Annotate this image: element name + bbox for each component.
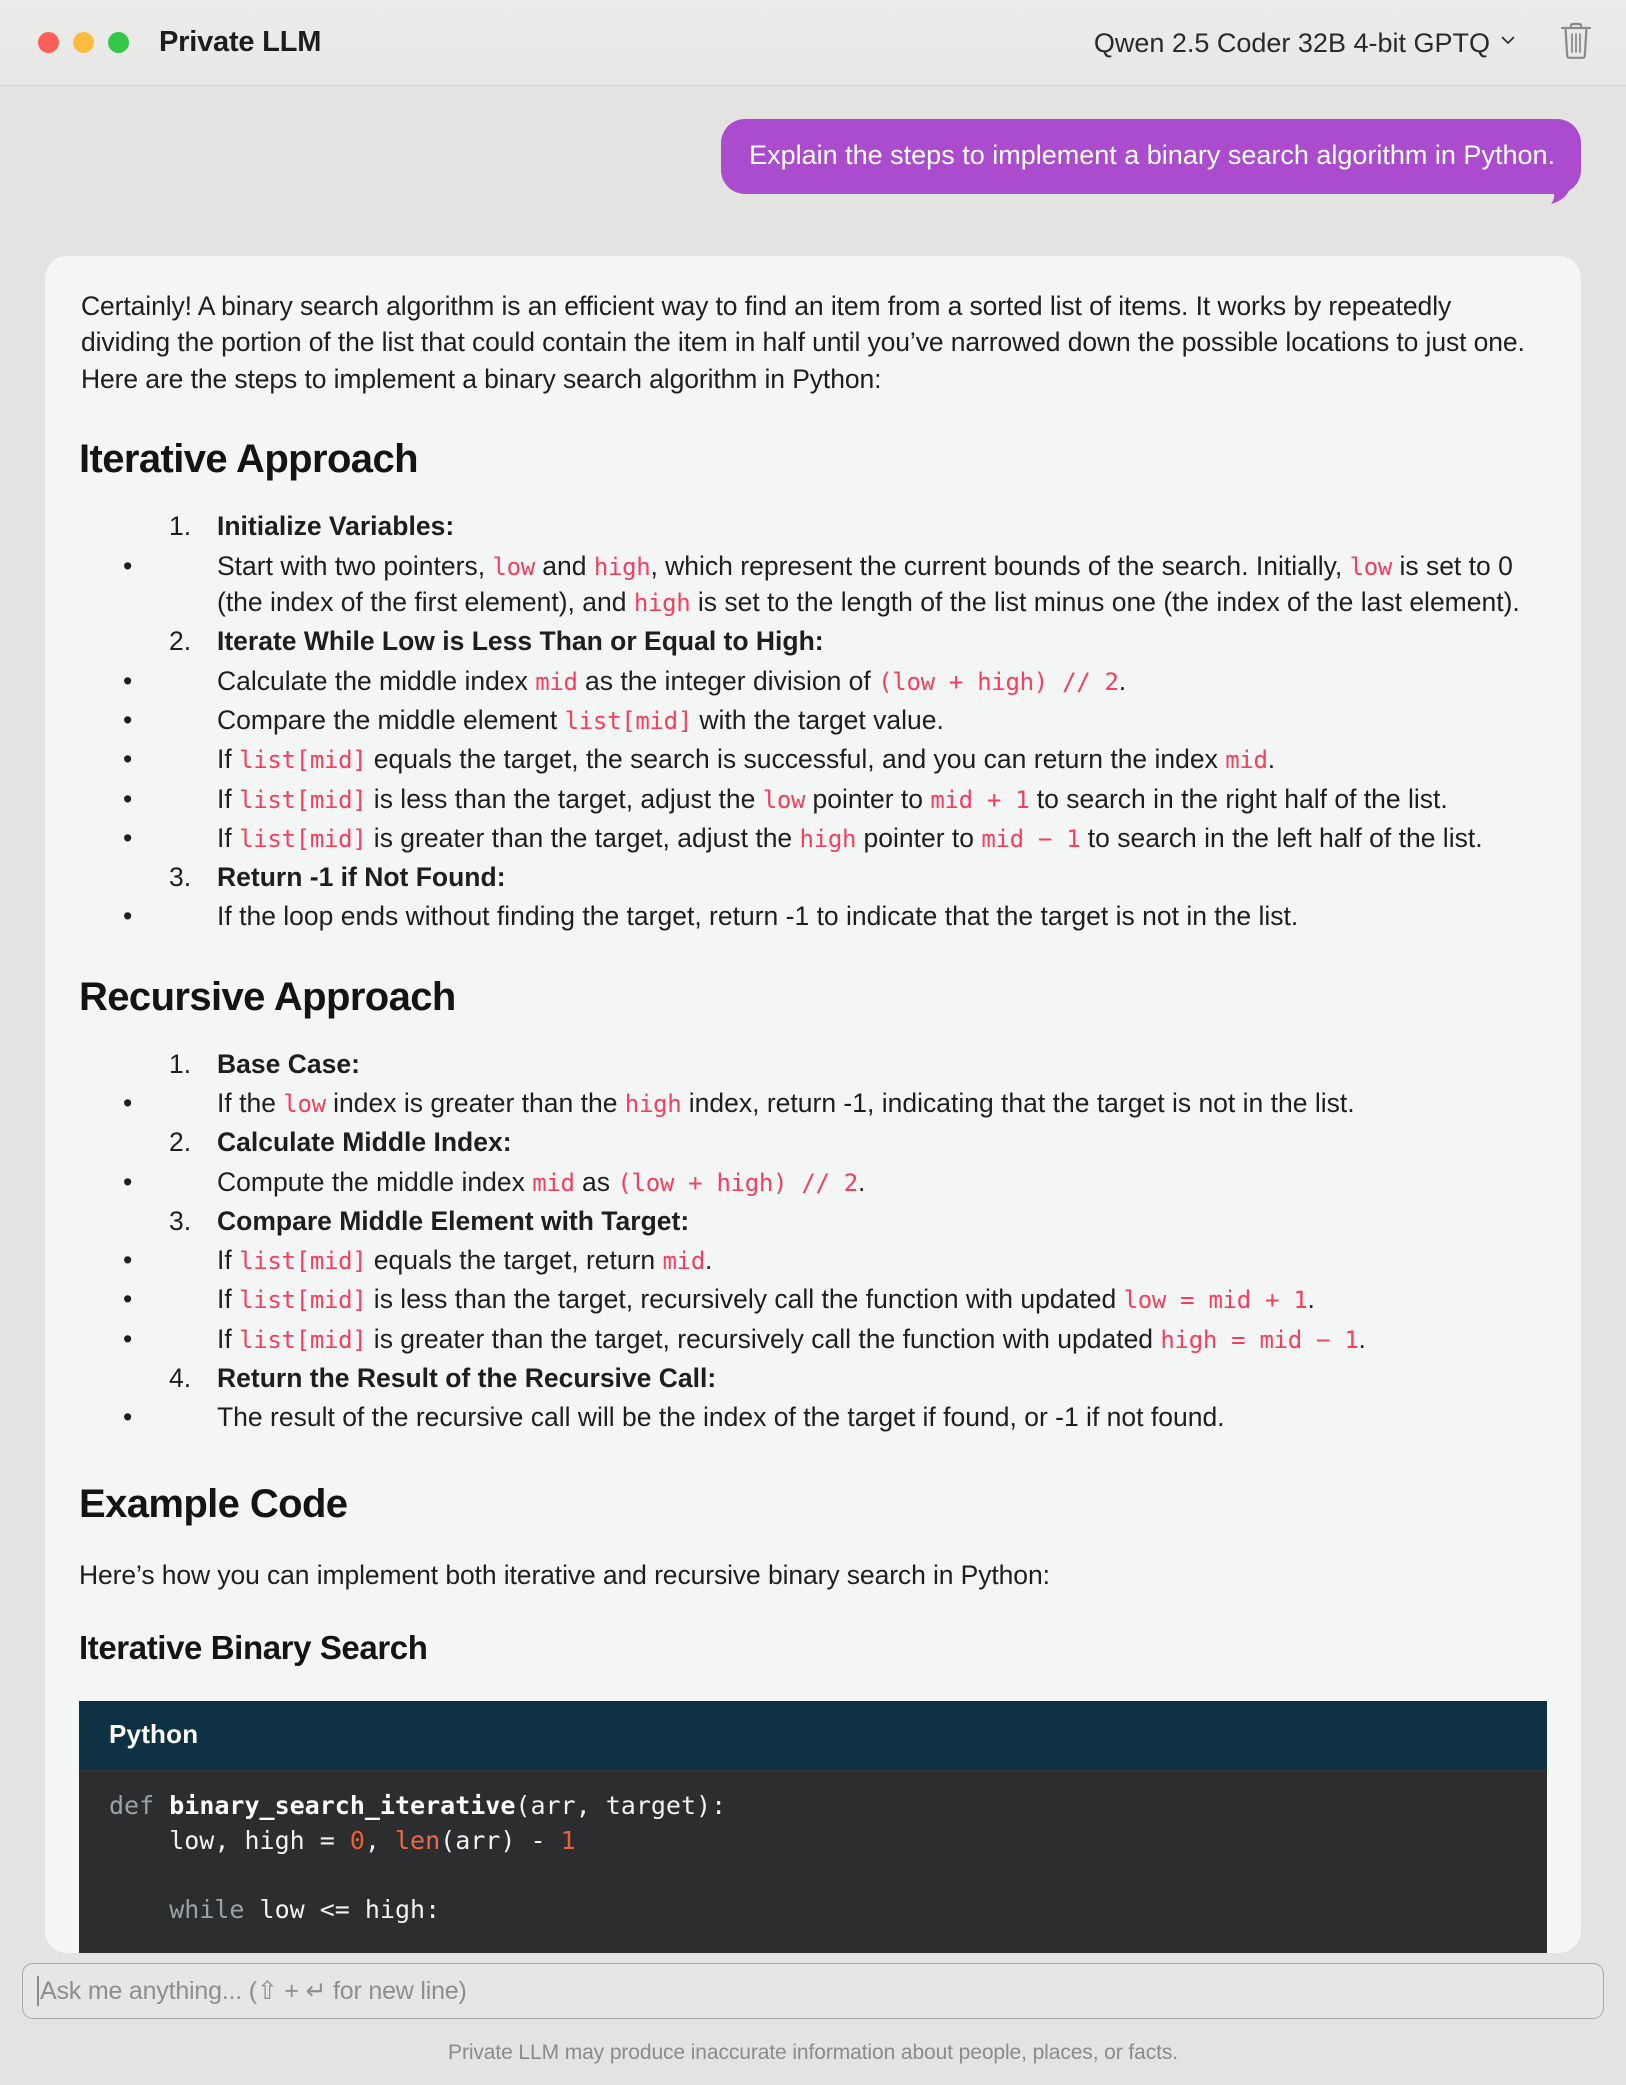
bullet-step: • If list[mid] is greater than the target, recursively call the function with updated high = mid − 1. [77, 1321, 1549, 1357]
bullet-marker: • [123, 1284, 133, 1315]
step-number: 1. [169, 1048, 192, 1079]
inline-code: mid [535, 667, 578, 696]
bullet-step: • The result of the recursive call will be the index of the target if found, or -1 if not found. [77, 1399, 1549, 1435]
step-list [77, 508, 1549, 934]
inline-code: low [492, 552, 535, 581]
assistant-message-card [45, 256, 1581, 1953]
model-selector-label: Qwen 2.5 Coder 32B 4-bit GPTQ [1093, 27, 1490, 58]
section-heading: Iterative Approach [79, 437, 418, 482]
inline-code: (low + high) // 2 [878, 667, 1119, 696]
numbered-step: 1. Base Case: [77, 1046, 1549, 1082]
bullet-step: • Start with two pointers, low and high, which represent the current bounds of the search. Initially, low is set to 0 (the index of the first element), and high is set to the length of the list minus one (the index of the last element). [77, 548, 1549, 621]
message-input-placeholder: Ask me anything... (⇧ + ↵ for new line) [40, 1977, 467, 2006]
bullet-marker: • [123, 1245, 133, 1276]
bullet-step: • If list[mid] is less than the target, adjust the low pointer to mid + 1 to search in the right half of the list. [77, 781, 1549, 817]
step-number: 4. [169, 1363, 192, 1394]
bullet-marker: • [123, 1323, 133, 1354]
step-title: Initialize Variables [217, 511, 446, 542]
bullet-marker: • [123, 822, 133, 853]
disclaimer-text: Private LLM may produce inaccurate information about people, places, or facts. [448, 2041, 1178, 2065]
inline-code: (low + high) // 2 [617, 1168, 858, 1197]
bullet-marker: • [123, 665, 133, 696]
step-list [77, 1046, 1549, 1436]
composer-area [0, 1953, 1626, 2085]
code-language-label: Python [79, 1701, 1547, 1769]
inline-code: high [633, 589, 691, 618]
bullet-step: • Calculate the middle index mid as the integer division of (low + high) // 2. [77, 663, 1549, 699]
bullet-marker: • [123, 744, 133, 775]
example-code-heading: Example Code [79, 1481, 348, 1526]
code-token [109, 1895, 169, 1924]
step-number: 3. [169, 1205, 192, 1236]
bullet-step: • If list[mid] equals the target, the search is successful, and you can return the index mid. [77, 741, 1549, 777]
inline-code: mid [532, 1168, 575, 1197]
bullet-marker: • [123, 1402, 133, 1433]
inline-code: high [799, 824, 857, 853]
inline-code: low [283, 1090, 326, 1118]
chevron-down-icon [1500, 32, 1516, 48]
inline-code: low [1349, 552, 1393, 581]
message-input-field[interactable] [22, 1963, 1604, 2019]
assistant-intro-paragraph: Certainly! A binary search algorithm is an efficient way to find an item from a sorted list of items. It works by repeatedly dividing the portion of the list that could contain the item in half until you’ve narrowed down the possible locations to just one. Here are the steps to implement a binary search algorithm in Python: [81, 290, 1525, 394]
code-token: 0 [349, 1825, 365, 1855]
bullet-step: • Compare the middle element list[mid] with the target value. [77, 702, 1549, 738]
inline-code: list[mid] [239, 824, 367, 853]
text-caret [37, 1976, 39, 2006]
code-token: binary_search_iterative [169, 1791, 516, 1821]
step-title: Return -1 if Not Found [217, 862, 497, 893]
step-number: 1. [169, 511, 192, 542]
numbered-step: 3. Return -1 if Not Found: [77, 859, 1549, 895]
step-title: Return the Result of the Recursive Call [217, 1363, 708, 1394]
inline-code: mid + 1 [930, 785, 1030, 814]
user-bubble-wrapper [721, 119, 1581, 194]
zoom-button[interactable] [108, 32, 129, 53]
user-message-bubble: Explain the steps to implement a binary search algorithm in Python. [721, 119, 1581, 194]
bullet-marker: • [123, 783, 133, 814]
code-token: (arr, target): [515, 1791, 727, 1821]
step-number: 2. [169, 626, 192, 657]
code-token: low, high = [109, 1825, 350, 1855]
code-token: (arr) - [440, 1825, 561, 1855]
delete-conversation-button[interactable] [1552, 19, 1600, 67]
app-title: Private LLM [159, 26, 322, 58]
step-title: Base Case [217, 1048, 352, 1079]
code-token: 1 [560, 1825, 576, 1855]
bullet-marker: • [123, 1088, 133, 1118]
inline-code: list[mid] [239, 1286, 367, 1315]
step-title: Iterate While Low is Less Than or Equal to High [217, 626, 815, 657]
inline-code: mid [662, 1247, 705, 1276]
bullet-marker: • [123, 901, 133, 932]
example-code-paragraph: Here’s how you can implement both iterative and recursive binary search in Python: [79, 1559, 1050, 1590]
code-token: while [169, 1894, 245, 1924]
inline-code: list[mid] [239, 785, 367, 814]
title-bar [0, 0, 1626, 86]
numbered-step: 3. Compare Middle Element with Target: [77, 1203, 1549, 1239]
bullet-marker: • [123, 704, 133, 735]
inline-code: high [593, 552, 651, 581]
close-button[interactable] [38, 32, 59, 53]
step-number: 2. [169, 1127, 192, 1158]
numbered-step: 4. Return the Result of the Recursive Call: [77, 1360, 1549, 1396]
numbered-step: 2. Iterate While Low is Less Than or Equal to High: [77, 623, 1549, 659]
inline-code: high [624, 1090, 682, 1118]
inline-code: low = mid + 1 [1123, 1286, 1308, 1315]
bullet-step: • Compute the middle index mid as (low + high) // 2. [77, 1164, 1549, 1200]
bullet-step: • If the low index is greater than the high index, return -1, indicating that the target is not in the list. [77, 1085, 1549, 1121]
user-message-row [45, 86, 1581, 194]
iterative-binary-search-subheading: Iterative Binary Search [79, 1629, 428, 1667]
inline-code: list[mid] [239, 1325, 367, 1354]
numbered-step: 1. Initialize Variables: [77, 508, 1549, 544]
inline-code: mid − 1 [981, 824, 1081, 853]
minimize-button[interactable] [73, 32, 94, 53]
step-number: 3. [169, 862, 192, 893]
bullet-marker: • [123, 550, 133, 581]
inline-code: low [762, 785, 806, 814]
step-title: Compare Middle Element with Target [217, 1205, 681, 1236]
trash-icon [1559, 21, 1593, 66]
bullet-step: • If list[mid] is greater than the target, adjust the high pointer to mid − 1 to search in the left half of the list. [77, 820, 1549, 856]
numbered-step: 2. Calculate Middle Index: [77, 1124, 1549, 1160]
bullet-step: • If list[mid] is less than the target, recursively call the function with updated low = mid + 1. [77, 1281, 1549, 1317]
code-token: len [395, 1825, 441, 1855]
code-token: , [364, 1825, 395, 1855]
code-block [79, 1701, 1547, 1953]
step-title: Calculate Middle Index [217, 1127, 503, 1158]
model-selector[interactable] [1094, 28, 1516, 59]
traffic-light-controls [38, 32, 129, 53]
conversation-scroll-area[interactable] [0, 86, 1626, 1953]
inline-code: list[mid] [564, 706, 692, 735]
code-token: low <= high: [244, 1894, 441, 1924]
title-bar-right [1094, 0, 1600, 86]
inline-code: high = mid − 1 [1160, 1325, 1359, 1354]
bullet-step: • If the loop ends without finding the target, return -1 to indicate that the target is not in the list. [77, 898, 1549, 934]
bubble-tail-icon [1541, 180, 1575, 206]
section-heading: Recursive Approach [79, 974, 456, 1019]
bullet-marker: • [123, 1166, 133, 1197]
code-token: def [109, 1791, 170, 1821]
inline-code: list[mid] [239, 746, 367, 775]
assistant-sections [77, 437, 1549, 1435]
code-content[interactable] [79, 1769, 1547, 1953]
bullet-step: • If list[mid] equals the target, return mid. [77, 1242, 1549, 1278]
inline-code: list[mid] [239, 1247, 367, 1276]
inline-code: mid [1225, 746, 1268, 775]
